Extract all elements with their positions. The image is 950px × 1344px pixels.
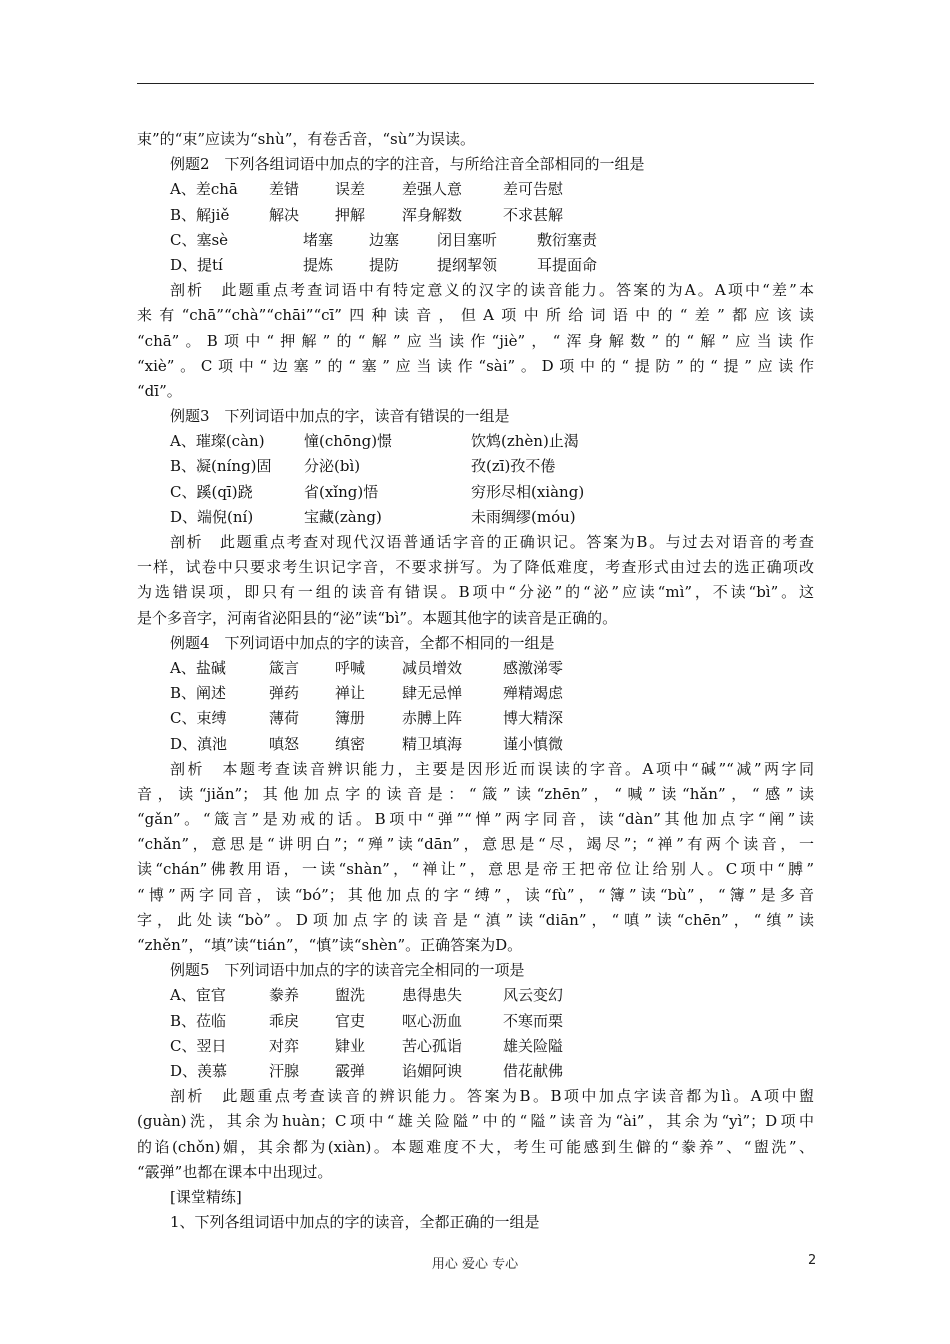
example-5-option-a: A、宦官 豢养 盥洗 患得患失 风云变幻 [170, 986, 564, 1005]
example-2-option-c: C、塞sè 堵塞 边塞 闭目塞听 敷衍塞责 [170, 230, 598, 249]
example-3-analysis-line: 剖析 此题重点考查对现代汉语普通话字音的正确识记。答案为B。与过去对语音的考查 [170, 533, 814, 551]
example-4-analysis-line: 读“chán”佛教用语，一读“shàn”，“禅让”，意思是帝王把帝位让给别人。C项中“膊” [137, 860, 814, 879]
example-3-analysis-line: 为选错误项，即只有一组的读音有错误。B项中“分泌”的“泌”应读“mì”，不读“bì”。这 [137, 583, 814, 602]
example-3-option-b: B、凝(níng)固 分泌(bì) 孜(zī)孜不倦 [170, 457, 556, 476]
practice-heading: [课堂精练] [170, 1187, 242, 1206]
example-4-analysis-line: 剖析 本题考查读音辨识能力，主要是因形近而误读的字音。A项中“碱”“减”两字同 [170, 759, 814, 778]
example-2-analysis-line: 来有“chā”“chà”“chāi”“cī”四种读音，但A项中所给词语中的“差”都应该读 [137, 306, 814, 325]
intro-line: 束”的“束”应读为“shù”，有卷舌音，“sù”为误读。 [137, 130, 476, 148]
example-2-option-d: D、提tí 提炼 提防 提纲挈领 耳提面命 [170, 255, 598, 274]
example-3-analysis-line: 一样，试卷中只要求考生识记字音，不要求拼写。为了降低难度，考查形式由过去的选正确项改 [137, 558, 814, 577]
example-5-analysis-line: (guàn)洗，其余为huàn；C项中“雄关险隘”中的“隘”读音为“ài”，其余为“yì”；D项中 [137, 1112, 814, 1131]
document-body [137, 127, 814, 1235]
example-4-analysis-line: 字，此处读“bò”。D项加点字的读音是“滇”读“diān”，“嗔”读“chēn”，“缜”读 [137, 910, 814, 929]
example-4-title: 例题4 下列词语中加点的字的读音，全都不相同的一组是 [170, 633, 555, 652]
example-5-title: 例题5 下列词语中加点的字的读音完全相同的一项是 [170, 961, 525, 980]
example-5-option-d: D、羡慕 汗腺 霰弹 谄媚阿谀 借花献佛 [170, 1061, 564, 1080]
footer-motto: 用心 爱心 专心 [431, 1257, 519, 1272]
example-5-analysis-line: 的谄(chǒn)媚，其余都为(xiàn)。本题难度不大，考生可能感到生僻的“豢养”、“盥洗”、 [137, 1137, 814, 1156]
example-5-option-b: B、莅临 乖戾 官吏 呕心沥血 不寒而栗 [170, 1011, 564, 1030]
example-5-option-c: C、翌日 对弈 肄业 苦心孤诣 雄关险隘 [170, 1036, 564, 1055]
header-rule [137, 83, 814, 84]
example-3-option-a: A、璀璨(càn) 憧(chōng)憬 饮鸩(zhèn)止渴 [170, 432, 579, 451]
example-2-option-b: B、解jiě 解决 押解 浑身解数 不求甚解 [170, 205, 564, 224]
example-2-analysis-line: 剖析 此题重点考查词语中有特定意义的汉字的读音能力。答案的为A。A项中“差”本 [170, 281, 814, 300]
example-2-analysis-line: “dī”。 [137, 381, 182, 400]
example-2-option-a: A、差chā 差错 误差 差强人意 差可告慰 [170, 180, 564, 199]
example-2-title: 例题2 下列各组词语中加点的字的注音，与所给注音全部相同的一组是 [170, 155, 645, 174]
example-3-option-d: D、端倪(ní) 宝藏(zàng) 未雨绸缪(móu) [170, 507, 576, 526]
example-4-option-b: B、阐述 弹药 禅让 肆无忌惮 殚精竭虑 [170, 684, 564, 703]
page-number: 2 [808, 1253, 817, 1268]
example-3-title: 例题3 下列词语中加点的字，读音有错误的一组是 [170, 407, 510, 426]
example-4-analysis-line: “gǎn”。“箴言”是劝戒的话。B项中“弹”“惮”两字同音，读“dàn”其他加点字“阐”读 [137, 810, 814, 829]
example-4-option-d: D、滇池 嗔怒 缜密 精卫填海 谨小慎微 [170, 734, 564, 753]
example-5-analysis-line: 剖析 此题重点考查读音的辨识能力。答案为B。B项中加点字读音都为lì。A项中盥 [170, 1087, 814, 1106]
example-5-analysis-line: “霰弹”也都在课本中出现过。 [137, 1162, 333, 1181]
example-2-analysis-line: “xiè”。C项中“边塞”的“塞”应当读作“sài”。D项中的“提防”的“提”应读作 [137, 356, 814, 375]
example-4-option-a: A、盐碱 箴言 呼喊 减员增效 感激涕零 [170, 658, 564, 677]
example-3-option-c: C、蹊(qī)跷 省(xǐng)悟 穷形尽相(xiàng) [170, 482, 585, 501]
example-4-analysis-line: 音，读“jiǎn”；其他加点字的读音是：“箴”读“zhēn”，“喊”读“hǎn”，“感”读 [137, 784, 814, 803]
example-4-analysis-line: “chǎn”，意思是“讲明白”；“殚”读“dān”，意思是“尽，竭尽”；“禅”有两个读音，一 [137, 835, 814, 854]
example-3-analysis-line: 是个多音字，河南省泌阳县的“泌”读“bì”。本题其他字的读音是正确的。 [137, 608, 618, 627]
example-2-analysis-line: “chā”。B项中“押解”的“解”应当读作“jiè”，“浑身解数”的“解”应当读作 [137, 331, 814, 350]
page-footer [0, 1253, 950, 1273]
example-4-analysis-line: “zhěn”，“填”读“tián”，“慎”读“shèn”。正确答案为D。 [137, 936, 523, 954]
practice-question-1: 1、下列各组词语中加点的字的读音，全都正确的一组是 [170, 1213, 540, 1232]
example-4-analysis-line: “博”两字同音，读“bó”；其他加点的字“缚”，读“fù”，“簿”读“bù”，“簿”是多音 [137, 885, 814, 904]
example-4-option-c: C、束缚 薄荷 簿册 赤膊上阵 博大精深 [170, 709, 564, 728]
